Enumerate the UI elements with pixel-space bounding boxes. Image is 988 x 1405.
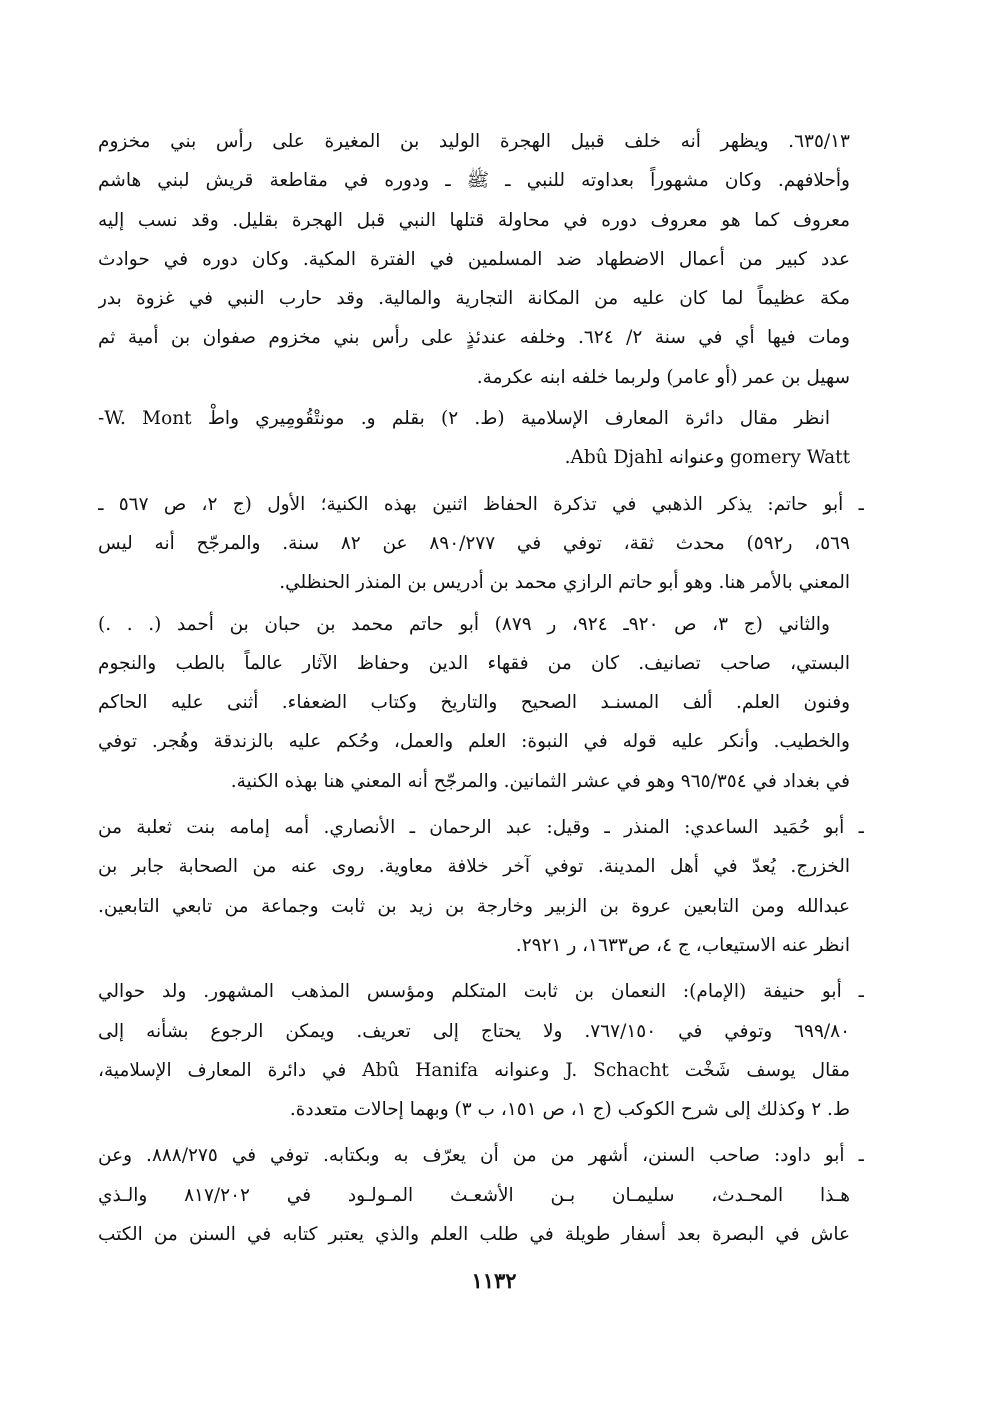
text-line: المعني بالأمر هنا. وهو أبو حاتم الرازي محمد بن أدريس بن المنذر الحنظلي. <box>279 572 850 594</box>
text-line: ـ أبو داود: صاحب السنن، أشهر من من أن يعرّف به وبكتابه. توفي في ٨٨٨/٢٧٥. وعن <box>98 1145 864 1167</box>
text-line: معروف كما هو معروف دوره في محاولة قتلها النبي قبل الهجرة بقليل. وقد نسب إليه <box>98 209 850 231</box>
text-line: ـ أبو حاتم: يذكر الذهبي في تذكرة الحفاظ اثنين بهذه الكنية؛ الأول (ج ٢، ص ٥٦٧ ـ <box>98 493 864 515</box>
text-line: مكة عظيماً لما كان عليه من المكانة التجارية والمالية. وقد حارب النبي في غزوة بدر <box>98 288 850 310</box>
page-body <box>98 122 864 1405</box>
text-line: ٥٦٩، ر٥٩٢) محدث ثقة، توفي في ٨٩٠/٢٧٧ عن ٨٢ سنة. والمرجّح أنه ليس <box>98 532 850 554</box>
text-line: ـ أبو حُمَيد الساعدي: المنذر ـ وقيل: عبد الرحمان ـ الأنصاري. أمه إمامه بنت ثعلبة من <box>98 817 864 839</box>
text-line: البستي، صاحب تصانيف. كان من فقهاء الدين وحفاظ الآثار عالماً بالطب والنجوم <box>98 652 850 674</box>
entry-abu-hanifa <box>98 972 864 1129</box>
text-line: عبدالله ومن التابعين عروة بن الزبير وخارجة بن زيد بن ثابت وجماعة من تابعي التابعين. <box>98 895 850 917</box>
entry-separator <box>98 1129 850 1136</box>
text-line: هـذا المحـدث، سليمـان بـن الأشعـث المـولـود في ٨١٧/٢٠٢ والـذي <box>98 1184 850 1206</box>
entry-separator <box>98 478 850 485</box>
text-line: ـ أبو حنيفة (الإمام): النعمان بن ثابت المتكلم ومؤسس المذهب المشهور. ولد حوالي <box>98 981 864 1003</box>
entry-abu-humaid <box>98 808 864 965</box>
entry-separator <box>98 965 850 972</box>
text-line: gomery Watt وعنوانه Abû Djahl. <box>564 447 850 469</box>
text-line: عاش في البصرة بعد أسفار طويلة في طلب العلم والذي يعتبر كتابه في السنن من الكتب <box>98 1224 850 1246</box>
text-line: والثاني (ج ٣، ص ٩٢٠ـ ٩٢٤، ر ٨٧٩) أبو حاتم محمد بن حبان بن أحمد (. . .) <box>98 613 830 635</box>
text-line: ط. ٢ وكذلك إلى شرح الكوكب (ج ١، ص ١٥١، ب ٣) وبهما إحالات متعددة. <box>289 1099 850 1121</box>
paragraph-abu-jahl-bio <box>98 122 850 397</box>
entry-abu-dawud <box>98 1136 864 1254</box>
text-line: الخزرج. يُعدّ في أهل المدينة. توفي آخر خلافة معاوية. روى عنه من الصحابة جابر بن <box>98 856 850 878</box>
text-line: انظر مقال دائرة المعارف الإسلامية (ط. ٢) بقلم و. مونتْقُومِيري واطْ W. Mont- <box>98 408 830 430</box>
text-line: انظر عنه الاستيعاب، ج ٤، ص١٦٣٣، ر ٢٩٢١. <box>515 934 850 956</box>
text-line: ومات فيها أي في سنة ٢/ ٦٢٤. وخلفه عندئذٍ على رأس بني مخزوم صفوان بن أمية ثم <box>98 327 850 349</box>
entry-separator <box>98 801 850 808</box>
entry-abu-hatim <box>98 485 864 603</box>
text-line: مقال يوسف شَخْت J. Schacht وعنوانه Abû Hanifa في دائرة المعارف الإسلامية، <box>98 1059 850 1081</box>
text-line: وأحلافهم. وكان مشهوراً بعداوته للنبي ـ ﷺ ـ ودوره في مقاطعة قريش لبني هاشم <box>98 170 850 192</box>
text-line: سهيل بن عمر (أو عامر) ولربما خلفه ابنه عكرمة. <box>476 366 850 388</box>
paragraph-abu-jahl-reference <box>98 399 850 478</box>
text-line: ٦٩٩/٨٠ وتوفي في ٧٦٧/١٥٠. ولا يحتاج إلى تعريف. ويمكن الرجوع بشأنه إلى <box>98 1020 850 1042</box>
paragraph-abu-hatim-second <box>98 605 850 801</box>
page-number: ١١٣٢ <box>471 1268 517 1293</box>
text-line: ٦٣٥/١٣. ويظهر أنه خلف قبيل الهجرة الوليد بن المغيرة على رأس بني مخزوم <box>98 131 850 152</box>
text-line: وفنون العلم. ألف المسنـد الصحيح والتاريخ وكتاب الضعفاء. أثنى عليه الحاكم <box>98 692 850 714</box>
text-line: عدد كبير من أعمال الاضطهاد ضد المسلمين في الفترة المكية. وكان دوره في حوادث <box>98 248 850 270</box>
text-line: في بغداد في ٩٦٥/٣٥٤ وهو في عشر الثمانين. والمرجّح أنه المعني هنا بهذه الكنية. <box>230 770 850 792</box>
text-line: والخطيب. وأنكر عليه قوله في النبوة: العلم والعمل، وحُكم عليه بالزندقة وهُجر. توفي <box>98 731 850 753</box>
